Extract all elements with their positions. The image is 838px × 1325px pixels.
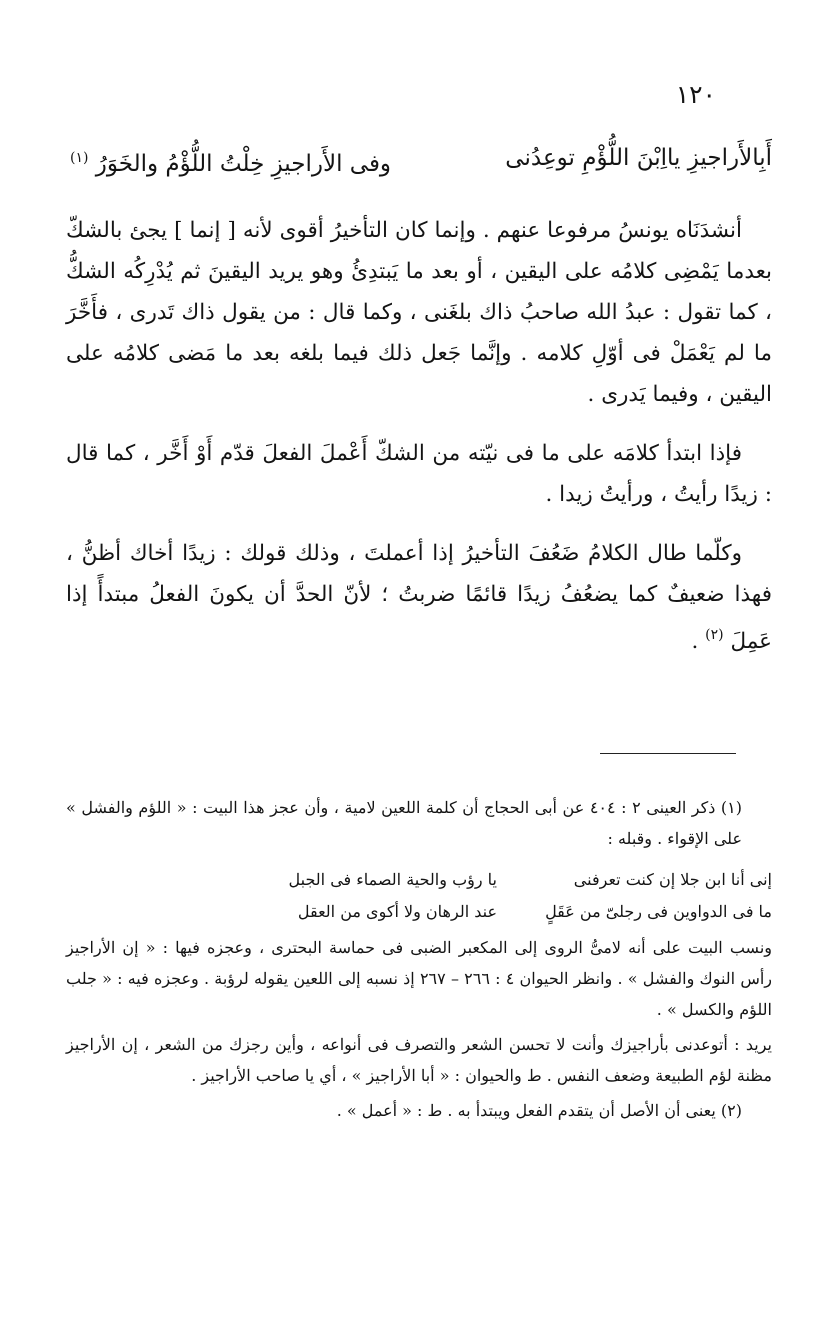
verse-second-hemistich-text: وفى الأَراجيزِ خِلْتُ اللُّؤْمُ والخَوَرُ bbox=[95, 151, 392, 177]
paragraph-3-end: . bbox=[691, 629, 706, 654]
verse-first-hemistich-text: أَبِالأَراجيزِ يااِبْنَ اللُّؤْمِ توعِدُنى bbox=[505, 145, 772, 171]
footnote-1-meaning: يريد : أتوعدنى بأراجيزك وأنت لا تحسن الشعر والتصرف فى أنواعه ، وأين رجزك من الشعر ، إن الأراجيز مظنة لؤم الطبيعة وضعف النفس . ط والحيوان : « أبا الأراجيز » ، أي يا صاحب الأراجيز . bbox=[66, 1035, 772, 1085]
couplet-2-second: عند الرهان ولا أكوى من العقل bbox=[297, 902, 497, 921]
footnote-2: (٢) يعنى أن الأصل أن يتقدم الفعل ويبتدأ به . ط : « أعمل » . bbox=[336, 1101, 742, 1120]
footnotes bbox=[66, 792, 772, 1130]
footnote-ref-2: (٢) bbox=[705, 627, 724, 643]
paragraph-2: فإذا ابتدأ كلامَه على ما فى نيّته من الشكّ أَعْملَ الفعلَ قدّم أَوْ أَخَّر ، كما قال : زيدًا رأيتُ ، ورأيتُ زيدا . bbox=[66, 441, 772, 507]
footnote-1-continuation: ونسب البيت على أنه لامىُّ الروى إلى المكعبر الضبى فى حماسة البحترى ، وعجزه فيها : « إن الأراجيز رأس النوك والفشل » . وانظر الحيوان ٤ : ٢٦٦ – ٢٦٧ إذ نسبه إلى اللعين يقوله لرؤبة . وعجزه فيه : « جلب اللؤم والكسل » . bbox=[66, 938, 773, 1019]
poetry-verse bbox=[70, 138, 772, 184]
couplet-2-first: ما فى الدواوين فى رجلىّ من عَقَلٍ bbox=[545, 902, 772, 921]
footnote-couplets bbox=[66, 864, 772, 928]
paragraph-1: أنشدَنَاه يونسُ مرفوعا عنهم . وإنما كان التأخيرُ أقوى لأنه [ إنما ] يجئ بالشكّ بعدما يَمْضِى كلامُه على اليقين ، أو بعد ما يَبتدِئُ وهو يريد اليقينَ ثم يُدْرِكُه الشكُّ ، كما تقول : عبدُ الله صاحبُ ذاك بلغَنى ، وكما قال : من يقول ذاك تَدرى ، فأَخَّرَ ما لم يَعْمَلْ فى أوّلِ كلامه . وإنَّما جَعل ذلك فيما بلغه بعد ما مَضى كلامُه على اليقين ، وفيما يَدرى . bbox=[66, 218, 772, 407]
verse-first-hemistich bbox=[505, 138, 772, 184]
footnote-ref-1: (١) bbox=[70, 150, 89, 166]
couplet-1 bbox=[66, 864, 772, 896]
couplet-1-second: يا رؤب والحية الصماء فى الجبل bbox=[288, 870, 497, 889]
paragraph-3-text: وكلّما طال الكلامُ ضَعُفَ التأخيرُ إذا أعملتَ ، وذلك قولك : زيدًا أخاك أظنُّ ، فهذا ضعيفٌ كما يضعُفُ زيدًا قائمًا ضربتُ ؛ لأنّ الحدَّ أن يكونَ الفعلُ مبتدأً إذا عَمِلَ bbox=[66, 541, 772, 654]
couplet-1-first: إنى أنا ابن جلا إن كنت تعرفنى bbox=[573, 870, 772, 889]
couplet-2 bbox=[66, 896, 772, 928]
footnote-divider bbox=[600, 753, 736, 754]
page-number: ١٢٠ bbox=[675, 80, 716, 109]
paragraph-3 bbox=[66, 533, 772, 662]
verse-second-hemistich bbox=[70, 138, 391, 184]
main-text bbox=[66, 210, 772, 680]
footnote-1: (١) ذكر العينى ٢ : ٤٠٤ عن أبى الحجاج أن كلمة اللعين لامية ، وأن عجز هذا البيت : « اللؤم والفشل » على الإقواء . وقبله : bbox=[66, 798, 743, 848]
